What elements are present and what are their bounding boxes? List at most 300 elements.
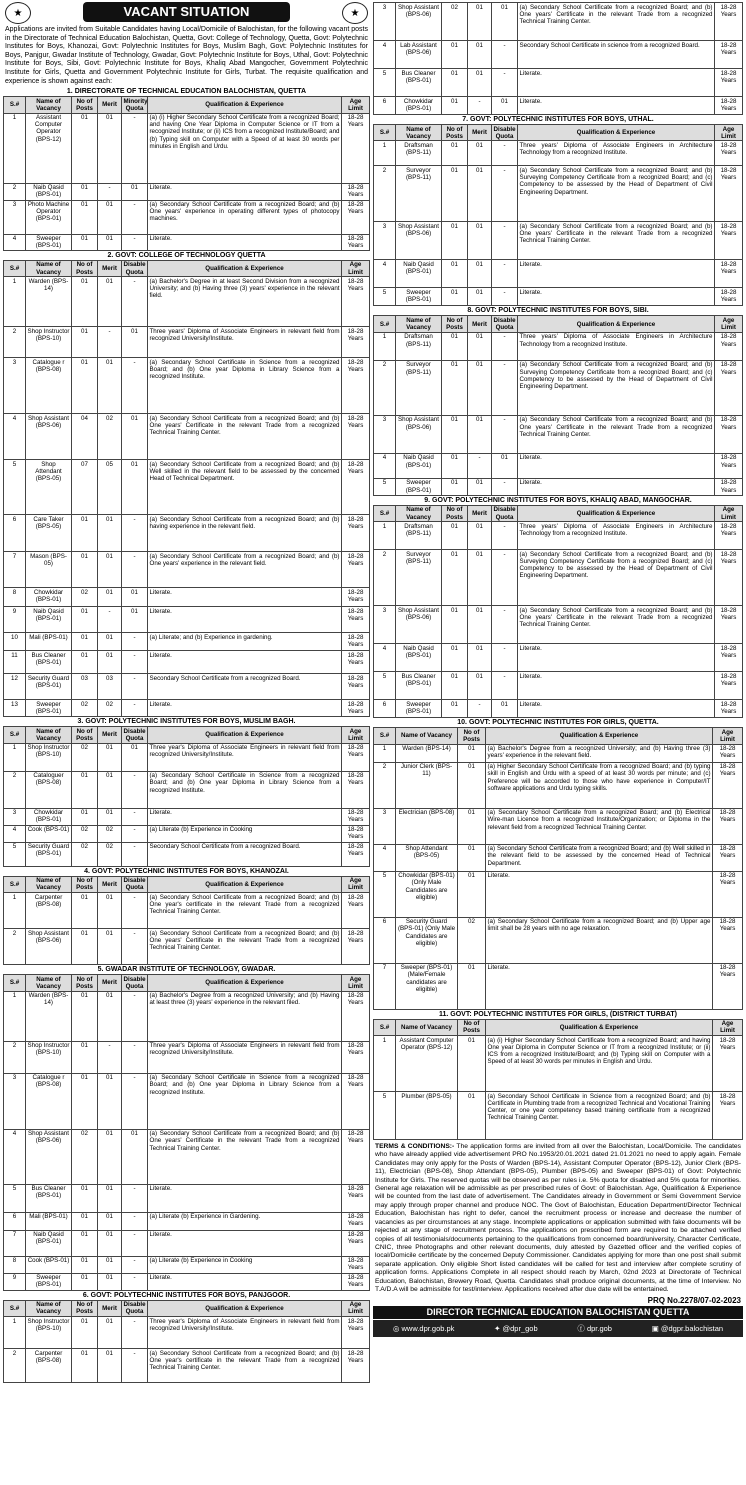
serial-cell: 2 [4, 327, 26, 358]
merit-cell: - [98, 607, 122, 633]
table-row [4, 1184, 370, 1212]
serial-cell: 1 [4, 991, 26, 1041]
table-row [4, 651, 370, 674]
social-link[interactable] [494, 1324, 538, 1333]
column-header: Qualification & Experience [148, 727, 342, 743]
age-limit-cell: 18-28 Years [342, 588, 370, 607]
vacancy-name-cell: Shop Assistant (BPS-06) [396, 222, 442, 260]
qualification-cell: Three years' Diploma of Associate Engineers in Architecture Technology from a recognized Institute. [518, 332, 715, 360]
column-header: No of Posts [442, 125, 468, 141]
qualification-cell: (a) Secondary School Certificate from a recognized Board; and (b) One year's certificate in the relevant Trade from a recognized Technical Training Center. [148, 1349, 342, 1383]
quota-cell: - [122, 633, 148, 651]
merit-cell: 01 [98, 200, 122, 234]
social-link-label: dpr.gob [586, 1324, 612, 1334]
table-header-row [374, 1019, 743, 1035]
vacancy-name-cell: Bus Cleaner (BPS-01) [396, 69, 442, 97]
posts-cell: 01 [442, 415, 468, 453]
vacancy-name-cell: Carpenter (BPS-08) [26, 893, 72, 929]
serial-cell: 6 [4, 515, 26, 552]
age-limit-cell: 18-28 Years [715, 288, 743, 306]
posts-cell: 01 [72, 633, 98, 651]
qualification-cell: (a) Secondary School Certificate from a recognized Board; and (b) One years' Certificate in the relevant Trade from a recognized Technical Training Center. [518, 3, 715, 41]
serial-cell: 7 [4, 552, 26, 588]
age-limit-cell: 18-28 Years [342, 842, 370, 866]
quota-cell: - [122, 991, 148, 1041]
posts-cell: 01 [72, 200, 98, 234]
section-title: 2. GOVT: COLLEGE OF TECHNOLOGY QUETTA [107, 251, 266, 259]
vacancy-name-cell: Bus Cleaner (BPS-01) [26, 1184, 72, 1212]
column-header: No of Posts [72, 975, 98, 991]
column-header: Disable Quota [123, 975, 146, 990]
age-limit-cell: 18-28 Years [715, 222, 743, 260]
qualification-cell: (a) Secondary School Certificate from a recognized Board; and (b) One year's certificate in the relevant Trade from a recognized Technical Training Center. [148, 893, 342, 929]
serial-cell: 2 [374, 762, 396, 808]
table-row [4, 358, 370, 414]
vacancy-name-cell: Sweeper (BPS-01) [396, 478, 442, 495]
posts-cell: 01 [442, 644, 468, 672]
quota-cell: 01 [122, 327, 148, 358]
serial-cell: 2 [4, 1041, 26, 1073]
prq-number: PRQ No.2278/07-02-2023 [647, 1296, 741, 1306]
column-header: Merit [98, 876, 122, 892]
vacancy-name-cell: Security Guard (BPS-01) [26, 674, 72, 700]
serial-cell: 9 [4, 1273, 26, 1290]
table-row [4, 1273, 370, 1290]
table-row [374, 360, 743, 415]
vacancy-name-cell: Surveyor (BPS-11) [396, 360, 442, 415]
social-link[interactable] [577, 1323, 612, 1334]
vacancy-name-cell: Draftsman (BPS-11) [396, 332, 442, 360]
age-limit-cell: 18-28 Years [342, 825, 370, 842]
age-limit-cell: 18-28 Years [342, 700, 370, 717]
merit-cell: 01 [98, 1273, 122, 1290]
column-header: Disable Quota [493, 506, 516, 521]
table-row [4, 1317, 370, 1349]
posts-cell: 01 [72, 1317, 98, 1349]
vacancy-table [373, 315, 743, 495]
column-header: Age Limit [342, 975, 370, 991]
posts-cell: 01 [442, 166, 468, 222]
social-link[interactable] [393, 1324, 455, 1333]
merit-cell: 01 [98, 1230, 122, 1256]
column-header: S.# [4, 975, 26, 991]
age-limit-cell: 18-28 Years [713, 1036, 743, 1092]
age-limit-cell: 18-28 Years [715, 41, 743, 69]
age-limit-cell: 18-28 Years [715, 700, 743, 718]
posts-cell: 01 [72, 1041, 98, 1073]
posts-cell: 01 [72, 991, 98, 1041]
serial-cell: 4 [374, 644, 396, 672]
serial-cell: 4 [374, 844, 396, 871]
posts-cell: 02 [72, 743, 98, 771]
qualification-cell: Three years' Diploma of Associate Engineers in Architecture Technology from a recognized Institute. [518, 141, 715, 166]
table-header-row [374, 316, 743, 332]
age-limit-cell: 18-28 Years [342, 234, 370, 250]
merit-cell: 01 [98, 113, 122, 183]
serial-cell: 5 [4, 460, 26, 515]
serial-cell: 3 [4, 1073, 26, 1129]
vacancy-name-cell: Warden (BPS-14) [26, 277, 72, 327]
serial-cell: 2 [374, 550, 396, 606]
age-limit-cell: 18-28 Years [713, 844, 743, 871]
qualification-cell: (a) Secondary School Certificate from a recognized Board; and (b) One years' Certificate in the relevant Trade from a recognized Technical Training Center. [148, 929, 342, 965]
column-header: S.# [4, 727, 26, 743]
quota-cell: - [492, 141, 518, 166]
posts-cell: 07 [72, 460, 98, 515]
vacancy-name-cell: Shop Assistant (BPS-06) [26, 1129, 72, 1184]
serial-cell: 5 [374, 1092, 396, 1140]
posts-cell: 01 [458, 1036, 486, 1092]
posts-cell: 01 [442, 141, 468, 166]
age-limit-cell: 18-28 Years [342, 1212, 370, 1230]
column-header: Age Limit [715, 125, 743, 141]
vacancy-name-cell: Surveyor (BPS-11) [396, 166, 442, 222]
quota-cell: 01 [492, 453, 518, 478]
table-row [374, 222, 743, 260]
table-row [374, 871, 743, 917]
table-row [374, 644, 743, 672]
merit-cell: 01 [98, 1317, 122, 1349]
table-row [374, 141, 743, 166]
posts-cell: 01 [442, 97, 468, 115]
age-limit-cell: 18-28 Years [713, 744, 743, 762]
qualification-cell: (a) Secondary School Certificate in Science from a recognized Board; and (b) One year Diploma in Library Science from a recognized Institute. [148, 1073, 342, 1129]
merit-cell: - [468, 97, 492, 115]
table-row [374, 97, 743, 115]
qualification-cell: (a) Literate (b) Experience in Gardening. [148, 1212, 342, 1230]
table-row [374, 808, 743, 844]
posts-cell: 01 [72, 1073, 98, 1129]
age-limit-cell: 18-28 Years [715, 97, 743, 115]
age-limit-cell: 18-28 Years [715, 332, 743, 360]
posts-cell: 01 [72, 651, 98, 674]
quota-cell: - [122, 893, 148, 929]
age-limit-cell: 18-28 Years [715, 453, 743, 478]
quota-cell: - [122, 200, 148, 234]
quota-cell: - [122, 1273, 148, 1290]
social-link[interactable] [652, 1324, 723, 1333]
posts-cell: 01 [72, 552, 98, 588]
table-row [4, 113, 370, 183]
table-header-row [4, 876, 370, 892]
merit-cell: 02 [98, 842, 122, 866]
posts-cell: 02 [458, 917, 486, 963]
column-header: Name of Vacancy [396, 1019, 458, 1035]
section-title: 8. GOVT: POLYTECHNIC INSTITUTES FOR BOYS, SIBI. [467, 307, 649, 315]
posts-cell: 02 [72, 588, 98, 607]
government-emblem-icon: ★ [5, 2, 31, 24]
posts-cell: 01 [458, 871, 486, 917]
age-limit-cell: 18-28 Years [342, 991, 370, 1041]
quota-cell: - [122, 771, 148, 808]
table-row [4, 842, 370, 866]
quota-cell: - [492, 69, 518, 97]
serial-cell: 1 [374, 522, 396, 550]
serial-cell: 6 [374, 700, 396, 718]
posts-cell: 01 [72, 1256, 98, 1273]
column-header: Age Limit [342, 97, 370, 113]
vacancy-name-cell: Catalogue r (BPS-08) [26, 1073, 72, 1129]
vacancy-table [373, 2, 743, 115]
table-row [374, 700, 743, 718]
column-header: Merit [98, 1300, 122, 1316]
qualification-cell: (a) Secondary School Certificate from a recognized Board; and (b) having experience in the relevant field. [148, 515, 342, 552]
merit-cell: 02 [98, 414, 122, 460]
intro-paragraph: Applications are invited from Suitable Candidates having Local/Domicile of Balochistan, for the following vacant posts in the Directorate of Technical Education Balochistan, Quetta, Govt: College of Technology, Quetta, Govt: Polytechnic Institutes for Boys, Khanozai, Govt: Polytechnic Institutes for Boys, Muslim Bagh, Govt: Polytechnic Institutes for Boys, Panjgur, Gwadar Institute of Technology, Gwadar, Govt: Polytechnic Institute for Boys, Uthal, Govt: Polytechnic Institute for Boys, Sibi, Govt: Polytechnic Institute for Boys, Khaliq Abad Mangocher, Government Polytechnic Institute for Girls, Quetta and Government Polytechnic Institute for Girls, Turbat. The requisite qualification and experience is shown against each: [5, 26, 368, 85]
posts-cell: 02 [72, 700, 98, 717]
vacancy-table [3, 1300, 370, 1383]
table-row [374, 550, 743, 606]
section-title: 6. GOVT: POLYTECHNIC INSTITUTES FOR BOYS, PANJGOOR. [82, 1291, 291, 1299]
vacancy-table [3, 260, 370, 717]
serial-cell: 8 [4, 1256, 26, 1273]
posts-cell: 02 [72, 825, 98, 842]
qualification-cell: Literate. [148, 588, 342, 607]
vacancy-name-cell: Naib Qasid (BPS-01) [26, 1230, 72, 1256]
website-icon: ◎ [392, 1324, 402, 1334]
column-header: S.# [374, 316, 396, 332]
column-header: Merit [468, 505, 492, 521]
column-header: Qualification & Experience [486, 728, 713, 744]
merit-cell: 01 [468, 644, 492, 672]
vacancy-name-cell: Mali (BPS-01) [26, 633, 72, 651]
posts-cell: 01 [72, 1273, 98, 1290]
quota-cell: - [492, 288, 518, 306]
vacancy-name-cell: Draftsman (BPS-11) [396, 522, 442, 550]
column-header: Name of Vacancy [26, 260, 72, 276]
vacancy-name-cell: Shop Instructor (BPS-10) [26, 1317, 72, 1349]
merit-cell: 01 [468, 332, 492, 360]
merit-cell: 01 [468, 478, 492, 495]
quota-cell: - [492, 332, 518, 360]
quota-cell: - [492, 222, 518, 260]
column-header: Age Limit [713, 1019, 743, 1035]
serial-cell: 4 [374, 41, 396, 69]
serial-cell: 3 [374, 606, 396, 644]
table-row [4, 588, 370, 607]
merit-cell: 01 [98, 633, 122, 651]
qualification-cell: Literate. [148, 808, 342, 825]
posts-cell: 01 [442, 360, 468, 415]
table-row [4, 674, 370, 700]
quota-cell: - [122, 1230, 148, 1256]
merit-cell: 01 [98, 277, 122, 327]
age-limit-cell: 18-28 Years [342, 808, 370, 825]
serial-cell: 1 [374, 141, 396, 166]
table-row [4, 1129, 370, 1184]
merit-cell: 01 [98, 1129, 122, 1184]
table-row [374, 522, 743, 550]
qualification-cell: Literate. [518, 700, 715, 718]
table-row [374, 963, 743, 1009]
column-header: No of Posts [72, 260, 98, 276]
merit-cell: 01 [98, 515, 122, 552]
qualification-cell: (a) Secondary School Certificate from a recognized Board; and (b) One years' Certificate in the relevant Trade from a recognized Technical Training Center. [518, 606, 715, 644]
section-title: 11. GOVT: POLYTECHNIC INSTITUTES FOR GIRLS, (DISTRICT TURBAT) [438, 1010, 677, 1018]
vacancy-name-cell: Chowkidar (BPS-01) [396, 97, 442, 115]
serial-cell: 3 [374, 808, 396, 844]
qualification-cell: Literate. [148, 607, 342, 633]
quota-cell: 01 [122, 414, 148, 460]
vacancy-name-cell: Plumber (BPS-05) [396, 1092, 458, 1140]
age-limit-cell: 18-28 Years [342, 633, 370, 651]
quota-cell: - [122, 1184, 148, 1212]
merit-cell: 01 [98, 651, 122, 674]
qualification-cell: (a) Literate; and (b) Experience in gardening. [148, 633, 342, 651]
posts-cell: 01 [442, 288, 468, 306]
column-header: Disable Quota [123, 727, 146, 743]
posts-cell: 01 [72, 1349, 98, 1383]
section-title: 7. GOVT: POLYTECHNIC INSTITUTES FOR BOYS, UTHAL. [462, 116, 654, 123]
qualification-cell: Secondary School Certificate from a recognized Board. [148, 842, 342, 866]
qualification-cell: Secondary School Certificate in science from a recognized Board. [518, 41, 715, 69]
vacancy-name-cell: Sweeper (BPS-01) (Male/Female candidates are eligible) [396, 963, 458, 1009]
serial-cell: 4 [4, 825, 26, 842]
quota-cell: - [492, 644, 518, 672]
age-limit-cell: 18-28 Years [342, 552, 370, 588]
table-row [4, 552, 370, 588]
vacancy-name-cell: Naib Qasid (BPS-01) [396, 260, 442, 288]
section-title: 10. GOVT: POLYTECHNIC INSTITUTES FOR GIRLS, QUETTA. [457, 719, 659, 727]
serial-cell: 7 [4, 1230, 26, 1256]
terms-and-conditions [375, 1143, 741, 1294]
serial-cell: 1 [374, 332, 396, 360]
posts-cell: 01 [72, 1184, 98, 1212]
vacancy-name-cell: Naib Qasid (BPS-01) [26, 607, 72, 633]
serial-cell: 6 [374, 917, 396, 963]
posts-cell: 01 [72, 893, 98, 929]
posts-cell: 01 [442, 69, 468, 97]
merit-cell: 01 [98, 358, 122, 414]
posts-cell: 02 [72, 1129, 98, 1184]
instagram-icon: ▣ [651, 1324, 661, 1334]
merit-cell: 01 [98, 929, 122, 965]
qualification-cell: Literate. [148, 700, 342, 717]
vacancy-name-cell: Bus Cleaner (BPS-01) [396, 672, 442, 700]
table-row [4, 771, 370, 808]
vacancy-table [373, 124, 743, 306]
vacancy-name-cell: Carpenter (BPS-08) [26, 1349, 72, 1383]
posts-cell: 01 [72, 113, 98, 183]
posts-cell: 01 [72, 808, 98, 825]
vacancy-name-cell: Care Taker (BPS-05) [26, 515, 72, 552]
vacancy-table [373, 727, 743, 1009]
vacancy-name-cell: Chowkidar (BPS-01) [26, 588, 72, 607]
serial-cell: 5 [374, 288, 396, 306]
qualification-cell: (a) Bachelor's Degree from a recognized University; and (b) Having at least three (3) years' experience in the relevant filed. [148, 991, 342, 1041]
table-row [4, 1256, 370, 1273]
age-limit-cell: 18-28 Years [342, 1256, 370, 1273]
qualification-cell: (a) Secondary School Certificate from a recognized Board; and (b) Electrical Wire-man Licence from a recognized Institute/Organization; or Diploma in the relevant field from a recognized Technical Training Center. [486, 808, 713, 844]
vacancy-name-cell: Chowkidar (BPS-01) (Only Male Candidates are eligible) [396, 871, 458, 917]
table-row [374, 917, 743, 963]
serial-cell: 6 [4, 1212, 26, 1230]
social-link-label: @dgpr.balochistan [660, 1324, 724, 1334]
table-row [374, 166, 743, 222]
column-header: No of Posts [442, 316, 468, 332]
posts-cell: 01 [72, 183, 98, 200]
vacancy-name-cell: Shop Instructor (BPS-10) [26, 743, 72, 771]
posts-cell: 01 [442, 672, 468, 700]
serial-cell: 3 [4, 200, 26, 234]
posts-cell: 02 [442, 3, 468, 41]
column-header: Merit [98, 97, 122, 113]
posts-cell: 01 [442, 522, 468, 550]
quota-cell: - [122, 842, 148, 866]
posts-cell: 01 [442, 332, 468, 360]
column-header: Qualification & Experience [518, 125, 715, 141]
age-limit-cell: 18-28 Years [715, 550, 743, 606]
merit-cell: 01 [98, 234, 122, 250]
qualification-cell: (a) Literate (b) Experience in Cooking [148, 825, 342, 842]
merit-cell: 01 [468, 69, 492, 97]
vacancy-name-cell: Junior Clerk (BPS-11) [396, 762, 458, 808]
merit-cell: - [468, 453, 492, 478]
age-limit-cell: 18-28 Years [342, 183, 370, 200]
table-row [374, 453, 743, 478]
qualification-cell: Literate. [518, 672, 715, 700]
posts-cell: 01 [72, 327, 98, 358]
age-limit-cell: 18-28 Years [342, 1129, 370, 1184]
page-title: VACANT SITUATION [83, 2, 290, 22]
column-header: Qualification & Experience [518, 316, 715, 332]
table-row [4, 1041, 370, 1073]
column-header: No of Posts [442, 505, 468, 521]
merit-cell: 01 [98, 552, 122, 588]
age-limit-cell: 18-28 Years [713, 871, 743, 917]
column-header: Name of Vacancy [26, 1300, 72, 1316]
quota-cell: 01 [492, 700, 518, 718]
column-header: Disable Quota [123, 1301, 146, 1316]
merit-cell: 03 [98, 674, 122, 700]
serial-cell: 5 [4, 1184, 26, 1212]
serial-cell: 1 [4, 277, 26, 327]
social-link-label: @dpr_gob [502, 1324, 538, 1334]
serial-cell: 13 [4, 700, 26, 717]
qualification-cell: Literate. [518, 644, 715, 672]
terms-body: The application forms are invited from all over the Balochistan, Local/Domicile. The candidates who have already applied vide advertisement PRO No.1953/20.01.2021 dated 21.01.2021 no need to apply again. Female Candidates may only apply for the Posts of Warden (BPS-14), Assistant Computer Operator (BPS-12), Junior Clerk (BPS-11), Electrician (BPS-08), Shop Attendant (BPS-05), Plumber (BPS-05) and Sweeper (BPS-01) of Govt: Polytechnic Institute for Girls. The reserved quotas will be observed as per rules i.e. 5% quota for disabled and 5% quota for minorities. General age relaxation will be admissible as per prescribed rules of Govt: of Balochistan. Age, Qualification & Experience will be counted from the last date of advertisement. The Candidates already in Government or Semi Government Service may apply through proper channel and produce NOC. The Govt of Balochistan, Education Department/Director Technical Education, Balochistan has right to defer, cancel the recruitment process or increase and decrease the number of vacancies as per circumstances at any stage. Incomplete applications or application submitted with fake documents will be rejected at any stage of recruitment process. The applications on prescribed form are required to be attached verified copies of all testimonials/documents pertaining to the qualifications from concerned board/university, Character Certificate, CNIC, three Photographs and other relevant documents, duly attested by Gazetted officer and the verified copies of local/Domicile certificate by the concerned Deputy Commissioner. Candidates applying for more than one post shall submit separate application. Only eligible Short listed candidates will be called for test and interview after complete scrutiny of application forms. Applications Complete in all respect should reach by March, 02nd 2023 at Directorate of Technical Education, Balochistan, Brewery Road, Quetta. Candidates shall produce original documents, at the time of Interview. No T.A/D.A will be admissible for test/interview. Applications received after due date will be entertained. [375, 1143, 741, 1293]
age-limit-cell: 18-28 Years [342, 1230, 370, 1256]
serial-cell: 1 [4, 1317, 26, 1349]
column-header: Age Limit [342, 1300, 370, 1316]
table-row [4, 808, 370, 825]
vacancy-table [3, 726, 370, 866]
vacancy-name-cell: Sweeper (BPS-01) [26, 700, 72, 717]
age-limit-cell: 18-28 Years [715, 522, 743, 550]
table-row [4, 1073, 370, 1129]
section-title: 3. GOVT: POLYTECHNIC INSTITUTES FOR BOYS, MUSLIM BAGH. [77, 718, 296, 726]
column-header: Name of Vacancy [396, 316, 442, 332]
column-header: Age Limit [715, 316, 743, 332]
vacancy-name-cell: Sweeper (BPS-01) [396, 288, 442, 306]
age-limit-cell: 18-28 Years [342, 1041, 370, 1073]
vacancy-table [3, 876, 370, 965]
qualification-cell: Literate. [148, 1273, 342, 1290]
quota-cell: - [122, 113, 148, 183]
column-header: No of Posts [72, 97, 98, 113]
column-header: S.# [374, 505, 396, 521]
column-header: Name of Vacancy [396, 728, 458, 744]
merit-cell: 01 [98, 893, 122, 929]
age-limit-cell: 18-28 Years [715, 166, 743, 222]
merit-cell: 05 [98, 460, 122, 515]
quota-cell: - [122, 700, 148, 717]
table-header-row [374, 505, 743, 521]
posts-cell: 02 [72, 842, 98, 866]
quota-cell: - [492, 606, 518, 644]
merit-cell: 01 [98, 1184, 122, 1212]
column-header: Merit [98, 260, 122, 276]
